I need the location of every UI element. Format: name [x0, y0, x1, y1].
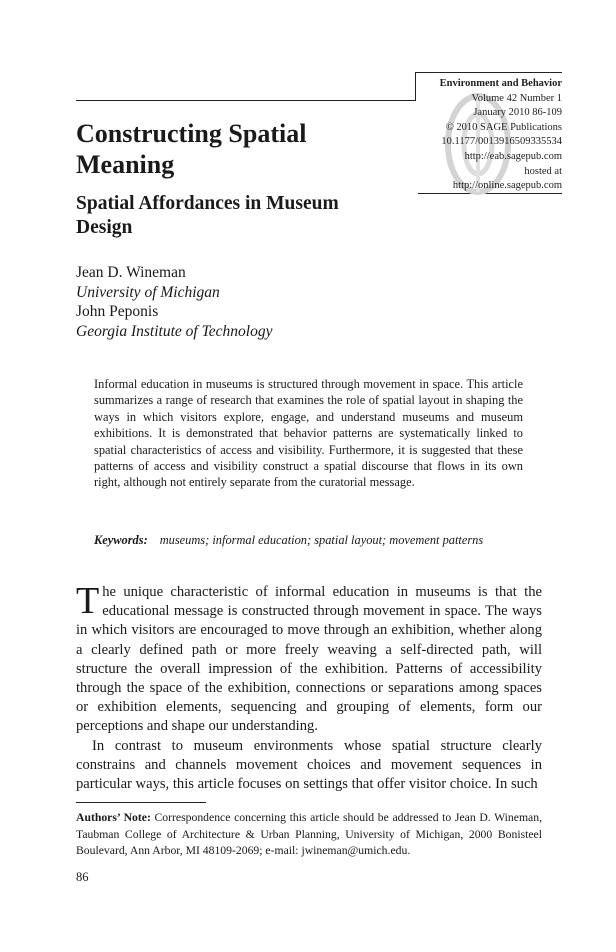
journal-name: Environment and Behavior — [439, 78, 562, 89]
author-block — [76, 263, 272, 341]
journal-hosted-url: http://online.sagepub.com — [452, 180, 562, 192]
body-text — [76, 580, 542, 794]
journal-hosted: hosted at — [524, 165, 562, 177]
authors-note — [76, 810, 542, 860]
paragraph-text: he unique characteristic of informal education in museums is that the educational message is constructed through movement in space. The ways in which visitors are encouraged to move through an exhibition, whether along a clearly defined path or more freely weaving a self-directed path, will structure the overall impression of the exhibition. Patterns of accessibility through the space of the exhibition, connections or separations among spaces or exhibition elements, sequencing and grouping of elements, form our perceptions and shape our understanding. — [76, 584, 542, 735]
journal-volume: Volume 42 Number 1 — [471, 92, 562, 104]
author-name: John Peponis — [76, 303, 159, 320]
keywords-label: Keywords: — [94, 533, 148, 547]
article-title: Constructing Spatial Meaning — [76, 119, 307, 179]
author-name: Jean D. Wineman — [76, 264, 186, 281]
keywords-value: museums; informal education; spatial layout; movement patterns — [159, 533, 484, 547]
header-rule-top — [415, 72, 562, 73]
author-affiliation: Georgia Institute of Technology — [76, 322, 273, 340]
keywords — [94, 532, 544, 548]
abstract: Informal education in museums is structured through movement in space. This article summarizes a range of research that examines the role of spatial layout in shaping the ways in which visitors explore, engage, and understand museums and museum exhibitions. It is demonstrated that behavior patterns are systematically linked to spatial characteristics of access and visibility. Furthermore, it is suggested that these patterns of access and visibility construct a spatial discourse that flows in its own right, although not entirely separate from the curatorial message. — [94, 377, 523, 490]
body-paragraph — [76, 580, 542, 737]
journal-url: http://eab.sagepub.com — [464, 150, 562, 162]
journal-doi: 10.1177/0013916509335534 — [441, 136, 562, 148]
journal-copyright: © 2010 SAGE Publications — [445, 121, 562, 133]
authors-note-label: Authors’ Note: — [76, 811, 151, 824]
journal-issue: January 2010 86-109 — [473, 107, 562, 119]
body-paragraph: In contrast to museum environments whose spatial structure clearly constrains and channels movement choices and movement sequences in particular ways, this article focuses on settings that offer visitor choice. In such — [76, 737, 542, 793]
drop-cap: T — [76, 580, 100, 622]
page-number: 86 — [76, 870, 89, 884]
article-subtitle: Spatial Affordances in Museum Design — [76, 193, 339, 238]
authors-note-text: Correspondence concerning this article should be addressed to Jean D. Wineman, Taubman College of Architecture & Urban Planning, University of Michigan, 2000 Bonisteel Boulevard, Ann Arbor, MI 48109-2069; e-mail: jwineman@umich.edu. — [76, 811, 542, 858]
author-affiliation: University of Michigan — [76, 283, 220, 301]
footnote-rule — [76, 802, 206, 803]
